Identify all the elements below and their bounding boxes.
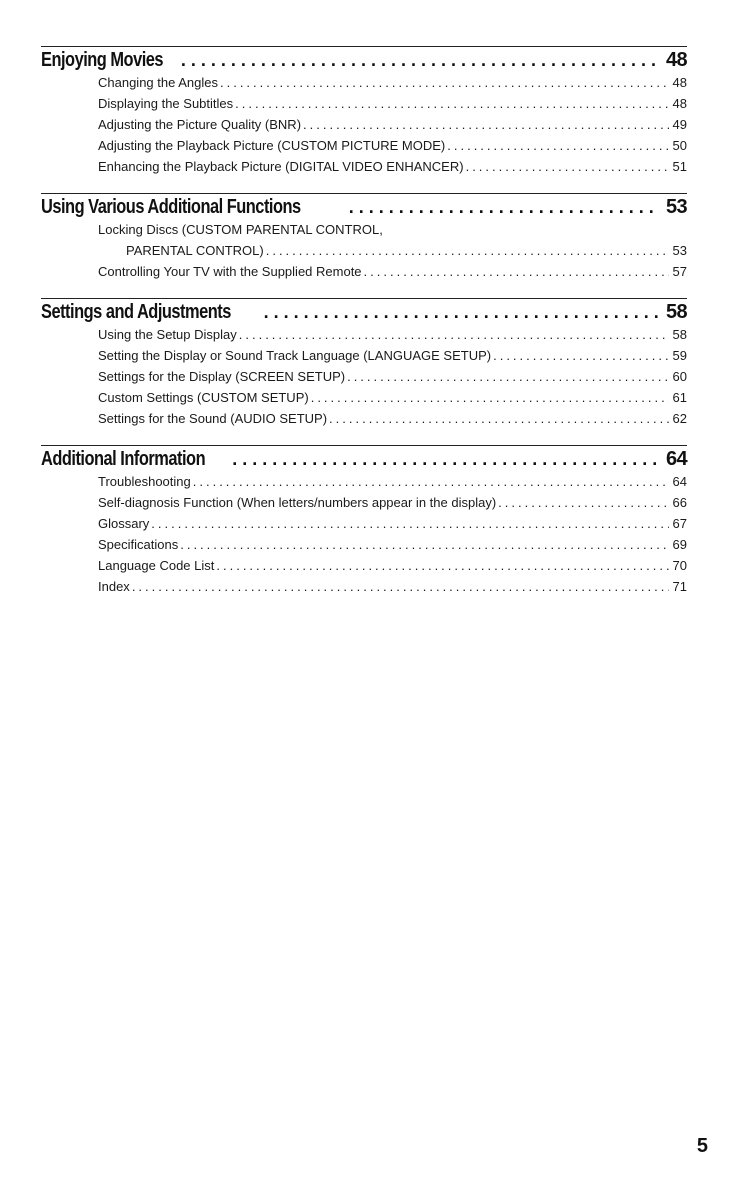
section-divider [41,445,687,446]
toc-entry[interactable] [98,369,687,390]
entry-page: 59 [672,348,687,363]
toc-entry[interactable] [98,96,687,117]
dot-leader [220,75,669,90]
entry-page: 64 [672,474,687,489]
entry-label: Settings for the Display (SCREEN SETUP) [98,369,346,384]
toc-entry[interactable] [98,159,687,180]
entry-page: 60 [672,369,687,384]
toc-entry[interactable] [98,579,687,600]
entry-page: 51 [672,159,687,174]
entry-label: Settings for the Sound (AUDIO SETUP) [98,411,328,426]
section-heading[interactable] [41,301,687,327]
dot-leader [447,138,668,153]
section-title: Additional Information [41,448,206,470]
toc-section-settings [41,298,687,432]
section-divider [41,46,687,47]
entry-label: Custom Settings (CUSTOM SETUP) [98,390,309,405]
entry-page: 53 [672,243,687,258]
section-title: Settings and Adjustments [41,301,231,323]
section-page: 48 [665,49,687,71]
dot-leader [498,495,668,510]
entry-label: Troubleshooting [98,474,191,489]
toc-entry[interactable] [98,495,687,516]
entry-page: 66 [672,495,687,510]
dot-leader [132,579,669,594]
entry-page: 67 [672,516,687,531]
toc-entry[interactable] [98,327,687,348]
entry-label: Adjusting the Playback Picture (CUSTOM PICTURE MODE) [98,138,446,153]
entry-page: 69 [672,537,687,552]
entry-label: Self-diagnosis Function (When letters/numbers appear in the display) [98,495,497,510]
dot-leader [151,516,668,531]
section-title: Enjoying Movies [41,49,164,71]
entry-page: 70 [672,558,687,573]
entry-page: 71 [672,579,687,594]
dot-leader [364,264,669,279]
entry-label: Controlling Your TV with the Supplied Remote [98,264,362,279]
dot-leader [239,327,669,342]
toc-entry[interactable] [98,537,687,558]
entry-page: 49 [672,117,687,132]
toc-entry[interactable] [98,264,687,285]
page-number: 5 [696,1135,708,1157]
section-heading[interactable] [41,448,687,474]
section-page: 53 [665,196,687,218]
dot-leader [193,474,669,489]
toc-entry[interactable] [98,75,687,96]
entry-label: Setting the Display or Sound Track Language (LANGUAGE SETUP) [98,348,492,363]
entry-page: 61 [672,390,687,405]
dot-leader [303,117,669,132]
dot-leader [264,302,660,323]
dot-leader [311,390,669,405]
entry-label: Glossary [98,516,150,531]
dot-leader [466,159,669,174]
toc-entry[interactable] [98,390,687,411]
toc-entry[interactable] [98,474,687,495]
entry-page: 50 [672,138,687,153]
dot-leader [493,348,668,363]
entry-label: Changing the Angles [98,75,218,90]
entry-page: 48 [672,96,687,111]
entry-page: 62 [672,411,687,426]
dot-leader [347,369,668,384]
dot-leader [232,449,660,470]
toc-section-enjoying-movies [41,46,687,180]
entry-label: PARENTAL CONTROL) [126,243,264,258]
dot-leader [235,96,668,111]
toc-entry[interactable] [98,117,687,138]
toc-entry[interactable] [98,411,687,432]
entry-page: 48 [672,75,687,90]
toc-section-additional-information [41,445,687,600]
dot-leader [181,50,660,71]
dot-leader [266,243,669,258]
entry-label: Specifications [98,537,179,552]
section-page: 64 [665,448,687,470]
entry-label: Adjusting the Picture Quality (BNR) [98,117,302,132]
section-heading[interactable] [41,49,687,75]
section-heading[interactable] [41,196,687,222]
entry-label: Enhancing the Playback Picture (DIGITAL VIDEO ENHANCER) [98,159,464,174]
entry-label: Language Code List [98,558,215,573]
entry-label: Index [98,579,130,594]
section-divider [41,193,687,194]
toc-entry[interactable] [98,558,687,579]
entry-page: 57 [672,264,687,279]
dot-leader [329,411,668,426]
entry-label-line1[interactable]: Locking Discs (CUSTOM PARENTAL CONTROL, [98,222,383,237]
toc-entry[interactable] [98,243,687,264]
toc-section-additional-functions [41,193,687,285]
dot-leader [349,197,660,218]
toc-entry[interactable] [98,138,687,159]
entry-label: Displaying the Subtitles [98,96,234,111]
section-page: 58 [665,301,687,323]
section-title: Using Various Additional Functions [41,196,301,218]
table-of-contents [41,46,687,613]
toc-entry[interactable] [98,348,687,369]
toc-entry[interactable] [98,516,687,537]
section-divider [41,298,687,299]
entry-page: 58 [672,327,687,342]
dot-leader [216,558,668,573]
dot-leader [180,537,668,552]
entry-label: Using the Setup Display [98,327,237,342]
